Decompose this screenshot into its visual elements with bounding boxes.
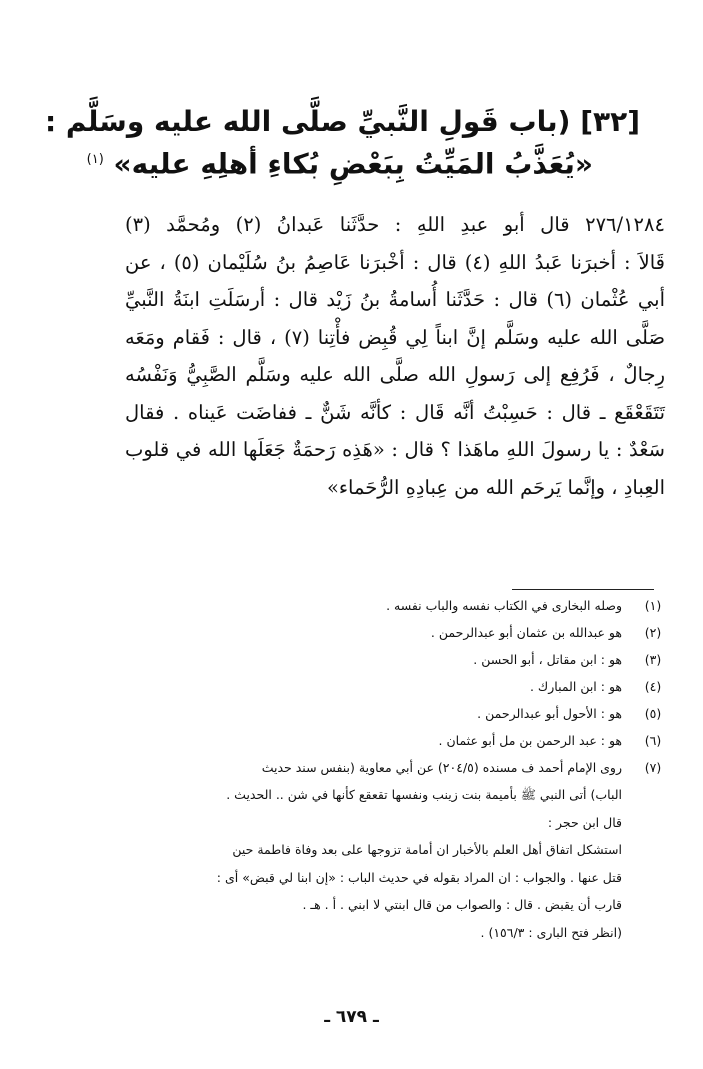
hadith-line: تَتَقَعْقَع ـ قال : حَسِبْتُ أنَّه قَال : كأنَّه شَنٌّ ـ ففاضَت عَيناه . فقال [125,400,665,424]
footnote-text: قارب أن يقبض . قال : والصواب من قال ابنتي لا ابني . أ . هـ . [302,897,622,912]
footnote-text: هو : ابن المبارك . [529,679,622,694]
footnote-number: (٢) [644,625,662,640]
footnote-number: (٣) [644,652,662,667]
footnote-text: قال ابن حجر : [547,814,622,830]
footnote-number: (١) [644,598,662,613]
footnote-6 [125,727,670,754]
hadith-line: صَلَّى الله عليه وسَلَّم إنَّ ابناً لِي قُبِض فأْتِنا (٧) ، قال : فَقام ومَعَه [125,325,666,349]
footnote-number: (٥) [644,706,662,721]
footnote-3 [125,646,670,673]
chapter-heading-text-2: «يُعَذَّبُ المَيِّتُ بِبَعْضِ بُكاءِ أهلِهِ عليه» [113,147,593,181]
page-number: ـ ٦٧٩ ـ [324,1007,379,1027]
footnote-number: (٤) [644,679,662,694]
footnote-4 [125,673,670,700]
footnote-text: وصله البخارى في الكتاب نفسه والباب نفسه . [386,598,622,613]
footnote-text: هو : عبد الرحمن بن مل أبو عثمان . [438,733,622,748]
hadith-line: ٢٧٦/١٢٨٤ قال أبو عبدِ اللهِ : حدَّثَنا عَبدانُ (٢) ومُحمَّد (٣) [125,213,665,236]
footnote-text: روى الإمام أحمد ف مسنده (٢٠٤/٥) عن أبي معاوية (بنفس سند حديث [261,760,622,775]
footnote-1 [125,592,670,619]
chapter-footnote-ref: (١) [86,152,104,167]
footnote-text: هو : الأحول أبو عبدالرحمن . [477,706,622,721]
footnote-text: (انظر فتح البارى : ١٥٦/٣) . [480,924,622,940]
chapter-heading-text-1: [٣٢] (باب قَولِ النَّبيِّ صلَّى الله عليه وسَلَّم : [44,105,640,138]
footnote-text: قتل عنها . والجواب : ان المراد بقوله في حديث الباب : «إن ابنا لي قبض» أى : [216,869,622,885]
chapter-heading-line-2 [86,138,593,186]
footnote-5 [125,700,670,727]
hadith-line: العِبادِ ، وإنَّما يَرحَم الله من عِبادِهِ الرُّحَماء» [326,475,665,499]
hadith-line: رِجالٌ ، فَرُفِع إلى رَسولِ الله صلَّى الله عليه وسَلَّم الصَّبِيُّ وَنَفْسُه [125,363,665,386]
footnote-number: (٧) [644,760,662,775]
footnote-text: هو : ابن مقاتل ، أبو الحسن . [473,652,622,667]
footnote-text: استشكل اتفاق أهل العلم بالأخبار ان أمامة تزوجها على بعد وفاة فاطمة حين [232,842,622,857]
hadith-line: سَعْدٌ : يا رسولَ اللهِ ماهَذا ؟ قال : «هَذِه رَحمَةٌ جَعَلَها الله في قلوب [125,438,665,461]
hadith-text [125,206,665,506]
footnote-7 [125,754,670,946]
footnotes [125,592,670,946]
footnote-number: (٦) [644,733,662,748]
footnote-separator [512,589,654,590]
footnote-2 [125,619,670,646]
hadith-line: أبي عُثْمان (٦) قال : حَدَّثَنا أُسامةُ بنُ زَيْد قال : أرسَلَتِ ابنَةُ النَّبيِّ [125,288,665,311]
footnote-text: هو عبدالله بن عثمان أبو عبدالرحمن . [430,625,622,640]
footnote-text: الباب) أتى النبي ﷺ بأميمة بنت زينب ونفسها تقعقع كأنها في شن .. الحديث . [226,787,622,802]
hadith-line: قَالاَ : أخبرَنا عَبدُ اللهِ (٤) قال : أخْبرَنا عَاصِمُ بنُ سُلَيْمان (٥) ، عن [125,250,665,274]
